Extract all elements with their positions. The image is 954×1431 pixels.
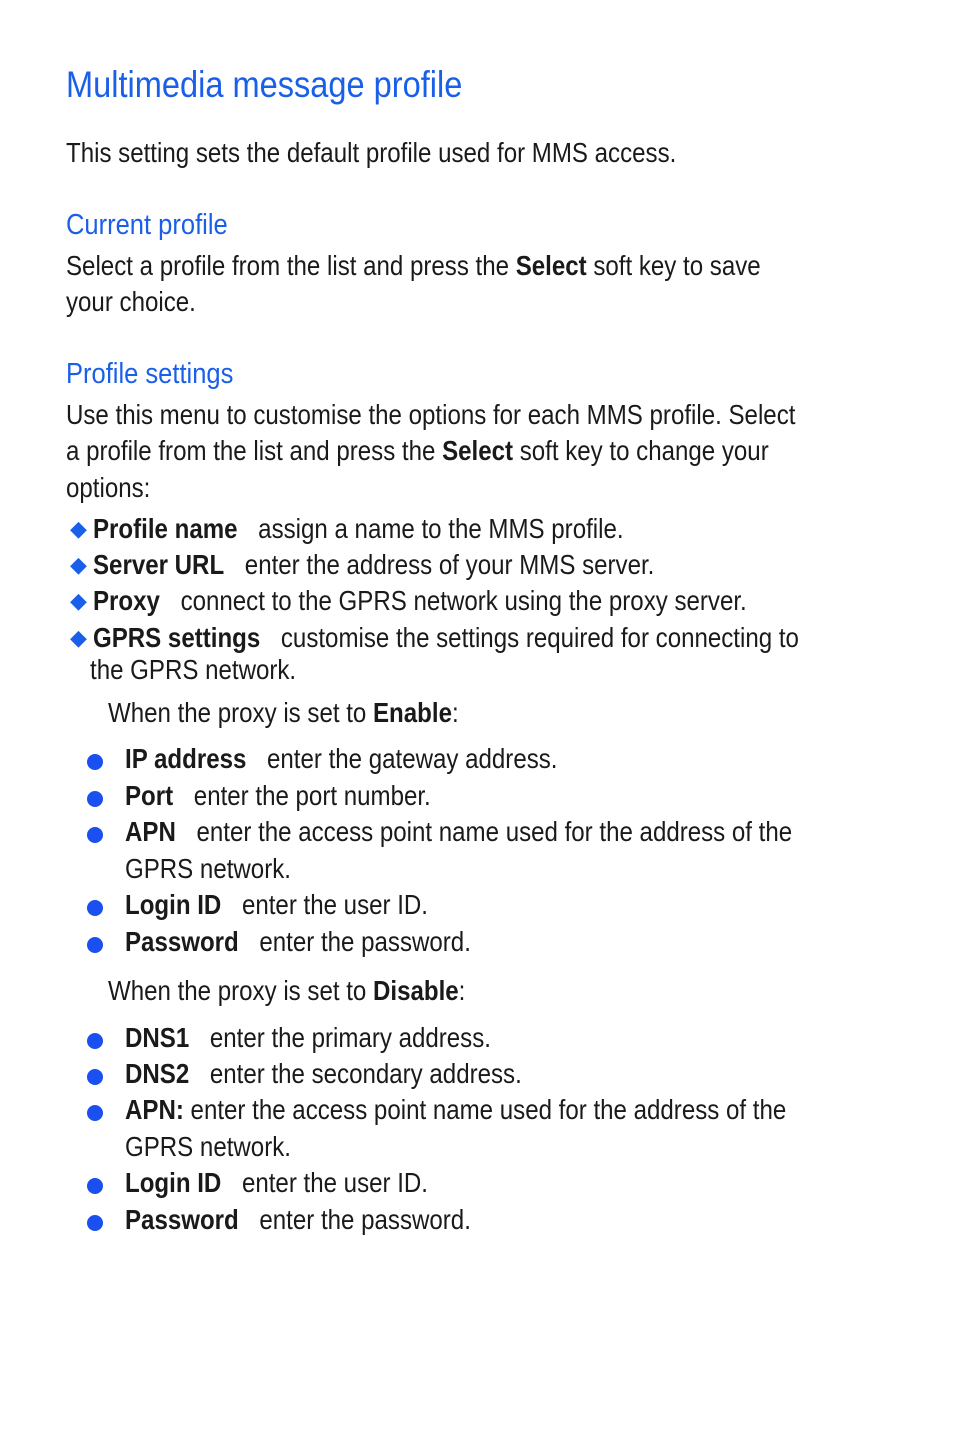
bullet-dot-icon: [87, 900, 103, 916]
list-item: Password enter the password.: [125, 1204, 471, 1235]
profile-settings-line-3: options:: [66, 472, 151, 503]
list-item: Password enter the password.: [125, 926, 471, 957]
enable-intro: When the proxy is set to Enable:: [108, 697, 459, 728]
diamond-bullet-icon: ◆: [70, 516, 87, 541]
list-item: GPRS settings customise the settings required for connecting to: [93, 622, 799, 653]
bullet-dot-icon: [87, 791, 103, 807]
list-item: DNS1 enter the primary address.: [125, 1022, 491, 1053]
diamond-bullet-icon: ◆: [70, 552, 87, 577]
bullet-dot-icon: [87, 1215, 103, 1231]
disable-intro: When the proxy is set to Disable:: [108, 975, 466, 1006]
list-item: Server URL enter the address of your MMS server.: [93, 549, 655, 580]
list-item: APN enter the access point name used for the address of the: [125, 816, 793, 847]
bullet-dot-icon: [87, 1105, 103, 1121]
current-profile-line-1: Select a profile from the list and press the Select soft key to save: [66, 250, 761, 281]
list-item: Login ID enter the user ID.: [125, 1167, 429, 1198]
current-profile-heading: Current profile: [66, 209, 228, 241]
profile-settings-heading: Profile settings: [66, 358, 234, 390]
intro-text: This setting sets the default profile used for MMS access.: [66, 137, 677, 168]
bullet-dot-icon: [87, 1033, 103, 1049]
diamond-bullet-icon: ◆: [70, 588, 87, 613]
profile-settings-line-2: a profile from the list and press the Select soft key to change your: [66, 435, 769, 466]
list-item: IP address enter the gateway address.: [125, 743, 558, 774]
list-item: Port enter the port number.: [125, 780, 431, 811]
diamond-bullet-icon: ◆: [70, 625, 87, 650]
bullet-dot-icon: [87, 754, 103, 770]
list-item: APN: enter the access point name used for the address of the: [125, 1094, 787, 1125]
bullet-dot-icon: [87, 937, 103, 953]
list-item-continuation: GPRS network.: [125, 1131, 291, 1162]
bullet-dot-icon: [87, 1178, 103, 1194]
page-title: Multimedia message profile: [66, 64, 463, 105]
list-item: DNS2 enter the secondary address.: [125, 1058, 522, 1089]
list-item: Login ID enter the user ID.: [125, 889, 429, 920]
list-item: Proxy connect to the GPRS network using the proxy server.: [93, 585, 747, 616]
bullet-dot-icon: [87, 1069, 103, 1085]
list-item-continuation: GPRS network.: [125, 853, 291, 884]
bullet-dot-icon: [87, 827, 103, 843]
current-profile-line-2: your choice.: [66, 286, 196, 317]
profile-settings-line-1: Use this menu to customise the options for each MMS profile. Select: [66, 399, 796, 430]
list-item-continuation: the GPRS network.: [90, 654, 297, 685]
list-item: Profile name assign a name to the MMS profile.: [93, 513, 624, 544]
